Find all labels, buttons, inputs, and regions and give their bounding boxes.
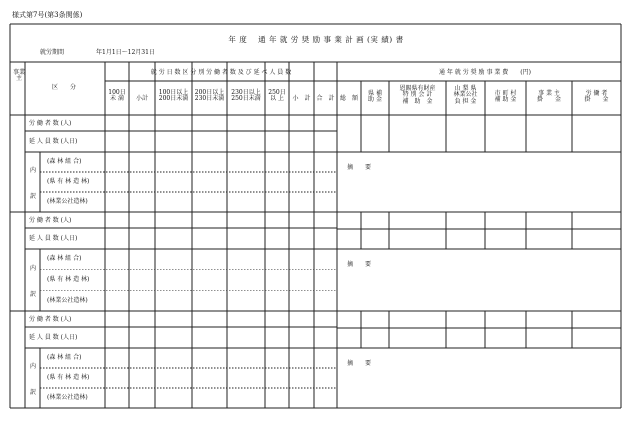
column-header-line: 230日以上 xyxy=(231,89,261,96)
fee-column-header-line: 労 働 者 xyxy=(585,90,608,97)
period-value: 年1月1日～12月31日 xyxy=(96,49,155,56)
row-label-sub: (県 有 林 造 林) xyxy=(47,276,90,283)
row-label-uchiwake: 内 xyxy=(30,264,37,272)
column-header-line: 200日未満 xyxy=(158,95,189,103)
row-label-uchiwake: 訳 xyxy=(30,389,37,396)
row-label-tekiyou: 摘 要 xyxy=(347,164,372,171)
column-header-line: 100日 xyxy=(108,89,126,96)
row-label-sub: (森 林 組 合) xyxy=(47,158,82,165)
row-label-person-days: 延 人 員 数 (人日) xyxy=(29,138,78,145)
fee-column-header-line: 山 梨 県 xyxy=(454,85,477,92)
column-header-3 xyxy=(155,90,192,103)
row-label-sub: (森 林 組 合) xyxy=(47,354,82,361)
header-group-right: 通 年 就 労 奨 励 事 業 費 (円) xyxy=(439,69,531,76)
column-header-line: 未 満 xyxy=(110,95,124,103)
row-label-tekiyou: 摘 要 xyxy=(347,261,372,268)
column-header-1 xyxy=(105,90,129,103)
fee-column-header-4 xyxy=(446,86,485,105)
header-kubun: 区 分 xyxy=(51,84,77,91)
fee-column-header-line: 負 担 金 xyxy=(454,97,477,105)
fee-column-header-6 xyxy=(526,91,572,104)
row-label-workers: 労 働 者 数 (人) xyxy=(29,316,72,323)
fee-column-header-line: 掛 金 xyxy=(584,96,609,104)
fee-column-header-line: 林業公社 xyxy=(453,91,478,99)
fee-column-header-7 xyxy=(572,91,621,104)
period-label: 就労期間 xyxy=(40,49,65,56)
column-header-line: 250日未満 xyxy=(231,95,261,103)
column-header-6 xyxy=(265,90,289,103)
column-header-line: 小計 xyxy=(135,95,148,102)
row-label-tekiyou: 摘 要 xyxy=(347,360,372,367)
column-header-line: 250日 xyxy=(268,89,286,96)
row-label-uchiwake: 内 xyxy=(30,167,37,174)
row-label-person-days: 延 人 員 数 (人日) xyxy=(29,334,78,341)
fee-column-header-5 xyxy=(485,91,526,104)
form-number-label: 様式第7号(第3条関係) xyxy=(12,11,83,19)
fee-column-header-line: 掛 金 xyxy=(536,96,561,104)
row-label-workers: 労 働 者 数 (人) xyxy=(29,217,72,224)
fee-column-header-line: 補 助 金 xyxy=(402,97,433,105)
column-header-line: 200日以上 xyxy=(194,89,225,96)
fee-column-header-line: 恩賜県有財産 xyxy=(399,85,436,92)
column-header-8 xyxy=(314,96,337,102)
document-title: 年 度 通 年 就 労 奨 励 事 業 計 画 (実 績) 書 xyxy=(228,35,404,44)
row-label-workers: 労 働 者 数 (人) xyxy=(29,120,72,127)
row-label-sub: (林業公社造林) xyxy=(47,394,88,401)
fee-column-header-2 xyxy=(361,91,389,104)
fee-column-header-line: 助 金 xyxy=(368,96,382,104)
row-label-sub: (林業公社造林) xyxy=(47,296,88,304)
column-header-line: 230日未満 xyxy=(194,95,225,103)
column-header-2 xyxy=(129,96,155,102)
row-label-sub: (県 有 林 造 林) xyxy=(47,178,90,185)
fee-column-header-line: 事 業 主 xyxy=(538,90,560,97)
row-label-sub: (県 有 林 造 林) xyxy=(47,374,90,381)
fee-column-header-line: 総 額 xyxy=(339,95,358,102)
row-label-uchiwake: 訳 xyxy=(30,291,37,299)
column-header-line: 合 計 xyxy=(316,95,335,102)
header-group-left: 就 労 日 数 区 分 別 労 働 者 数 及 び 延 べ 人 員 数 xyxy=(150,69,292,76)
column-header-line: 以 上 xyxy=(270,95,284,103)
row-label-uchiwake: 内 xyxy=(30,363,37,370)
column-header-4 xyxy=(192,90,227,103)
row-label-sub: (森 林 組 合) xyxy=(47,255,82,263)
column-header-5 xyxy=(227,90,265,103)
row-label-uchiwake: 訳 xyxy=(30,193,37,200)
column-header-line: 100日以上 xyxy=(158,89,189,96)
row-label-sub: (林業公社造林) xyxy=(47,198,88,205)
fee-column-header-line: 市 町 村 xyxy=(494,90,517,97)
column-header-7 xyxy=(289,96,314,102)
fee-column-header-line: 補 助 金 xyxy=(494,96,517,104)
column-header-line: 小 計 xyxy=(292,95,311,102)
header-jigyounushi: 事業主 xyxy=(12,69,25,83)
row-label-person-days: 延 人 員 数 (人日) xyxy=(29,235,78,242)
fee-column-header-3 xyxy=(389,86,446,105)
fee-column-header-line: 県 補 xyxy=(368,90,382,97)
fee-column-header-1 xyxy=(337,96,361,102)
fee-column-header-line: 特 別 会 計 xyxy=(402,91,433,99)
